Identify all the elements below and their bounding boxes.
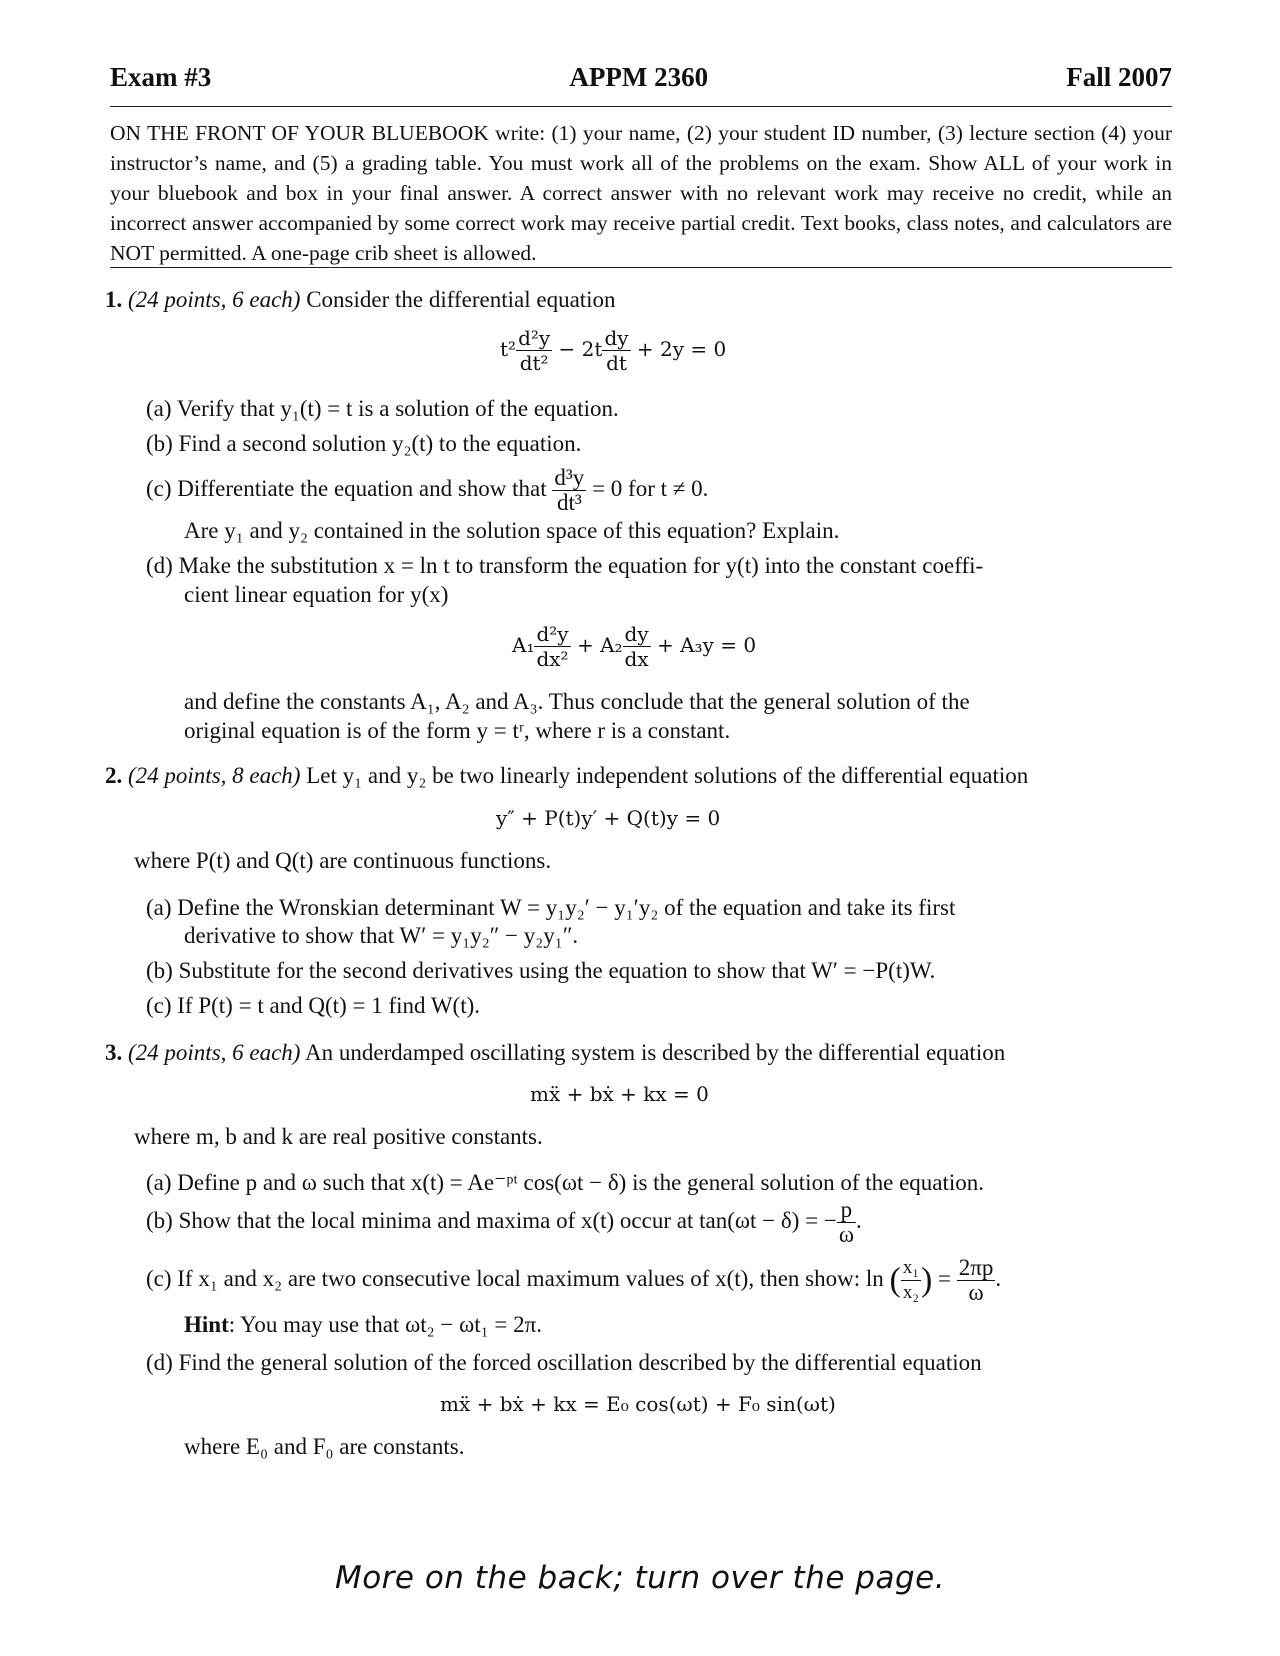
- problem-2-points: (24 points, 8 each): [128, 763, 301, 788]
- problem-1c: (c) Differentiate the equation and show that $\frac{\text{d³y}}{\text{dt³}}$ = 0 for t ≠ 0.: [146, 465, 709, 515]
- problem-3c: (c) If x₁ and x₂ are two consecutive local maximum values of x(t), then show: ln ( $\frac{\text{x₁}}{\text{x₂}}$ ) = $\frac{2\pi p}{\omega}$ .: [146, 1255, 1002, 1305]
- term: Fall 2007: [1066, 62, 1172, 92]
- course-code: APPM 2360: [569, 62, 709, 92]
- hint-label: Hint: [184, 1312, 229, 1337]
- problem-1b: (b) Find a second solution y₂(t) to the equation.: [146, 431, 582, 456]
- problem-2b: (b) Substitute for the second derivatives using the equation to show that W′ = −P(t)W.: [146, 958, 936, 983]
- problem-1-intro: [105, 287, 616, 313]
- problem-2c: (c) If P(t) = t and Q(t) = 1 find W(t).: [146, 993, 481, 1018]
- problem-2a-line-1: (a) Define the Wronskian determinant W = y₁y₂′ − y₁′y₂ of the equation and take its first: [146, 895, 956, 920]
- problem-3a: (a) Define p and ω such that x(t) = Ae⁻ᵖᵗ cos(ωt − δ) is the general solution of the equation.: [146, 1170, 985, 1195]
- problem-2-intro: [105, 763, 1028, 789]
- exam-number: Exam #3: [110, 62, 212, 92]
- problem-1d-line-4: original equation is of the form y = tʳ, where r is a constant.: [184, 718, 731, 743]
- problem-2a-line-2: derivative to show that W′ = y₁y₂″ − y₂y₁″.: [184, 923, 579, 948]
- problem-1d-line-2: cient linear equation for y(x): [184, 582, 449, 607]
- problem-3d-equation: mẍ + bẋ + kx = E₀ cos(ωt) + F₀ sin(ωt): [440, 1392, 836, 1416]
- problem-1-points: (24 points, 6 each): [128, 287, 301, 312]
- problem-3d-where: where E₀ and F₀ are constants.: [184, 1434, 465, 1459]
- problem-3-equation: mẍ + bẋ + kx = 0: [530, 1082, 709, 1106]
- problem-3-where: where m, b and k are real positive constants.: [134, 1124, 543, 1149]
- problem-1d-equation: A₁ $\frac{\text{d²y}}{\text{dx²}}$ + A₂ $\frac{dy}{dx}$ + A₃y = 0: [512, 622, 757, 671]
- problem-1-equation: t² $\frac{\text{d²y}}{\text{dt²}}$ − 2t $\frac{dy}{dt}$ + 2y = 0: [500, 326, 727, 375]
- problem-3-number: 3.: [105, 1040, 123, 1065]
- problem-2-text: Let y₁ and y₂ be two linearly independent solutions of the differential equation: [306, 763, 1029, 788]
- problem-2-where: where P(t) and Q(t) are continuous functions.: [134, 848, 552, 873]
- turn-over-note: More on the back; turn over the page.: [334, 1560, 946, 1596]
- header-rule: [110, 106, 1172, 107]
- problem-2-number: 2.: [105, 763, 123, 788]
- problem-1d-line-3: and define the constants A₁, A₂ and A₃. Thus conclude that the general solution of the: [184, 689, 970, 714]
- instructions: ON THE FRONT OF YOUR BLUEBOOK write: (1) your name, (2) your student ID number, (3) lecture section (4) your instructor’s name, and (5) a grading table. You must work all of the problems on the exam. Show ALL of your work in your bluebook and box in your final answer. A correct answer with no relevant work may receive no credit, while an incorrect answer accompanied by some correct work may receive partial credit. Text books, class notes, and calculators are NOT permitted. A one-page crib sheet is allowed.: [110, 121, 1172, 265]
- problem-3c-hint: Hint: You may use that ωt₂ − ωt₁ = 2π.: [184, 1312, 542, 1337]
- problem-2-equation: y″ + P(t)y′ + Q(t)y = 0: [496, 806, 721, 830]
- problem-3b: (b) Show that the local minima and maxima of x(t) occur at tan(ωt − δ) = − $\frac{p}{\omega}$ .: [146, 1197, 862, 1247]
- problem-3-intro: [105, 1040, 1005, 1066]
- problem-3-text: An underdamped oscillating system is described by the differential equation: [304, 1040, 1006, 1065]
- problem-3d: (d) Find the general solution of the forced oscillation described by the differential equation: [146, 1350, 982, 1375]
- problem-1a: (a) Verify that y₁(t) = t is a solution of the equation.: [146, 396, 619, 421]
- problem-3-points: (24 points, 6 each): [128, 1040, 301, 1065]
- problem-1d-line-1: (d) Make the substitution x = ln t to transform the equation for y(t) into the constant coeffi-: [146, 553, 984, 578]
- problem-1-text: Consider the differential equation: [306, 287, 616, 312]
- problem-1-number: 1.: [105, 287, 123, 312]
- instructions-rule: [110, 267, 1172, 268]
- exam-header: [110, 62, 1172, 93]
- problem-1c-question: Are y₁ and y₂ contained in the solution space of this equation? Explain.: [184, 518, 840, 543]
